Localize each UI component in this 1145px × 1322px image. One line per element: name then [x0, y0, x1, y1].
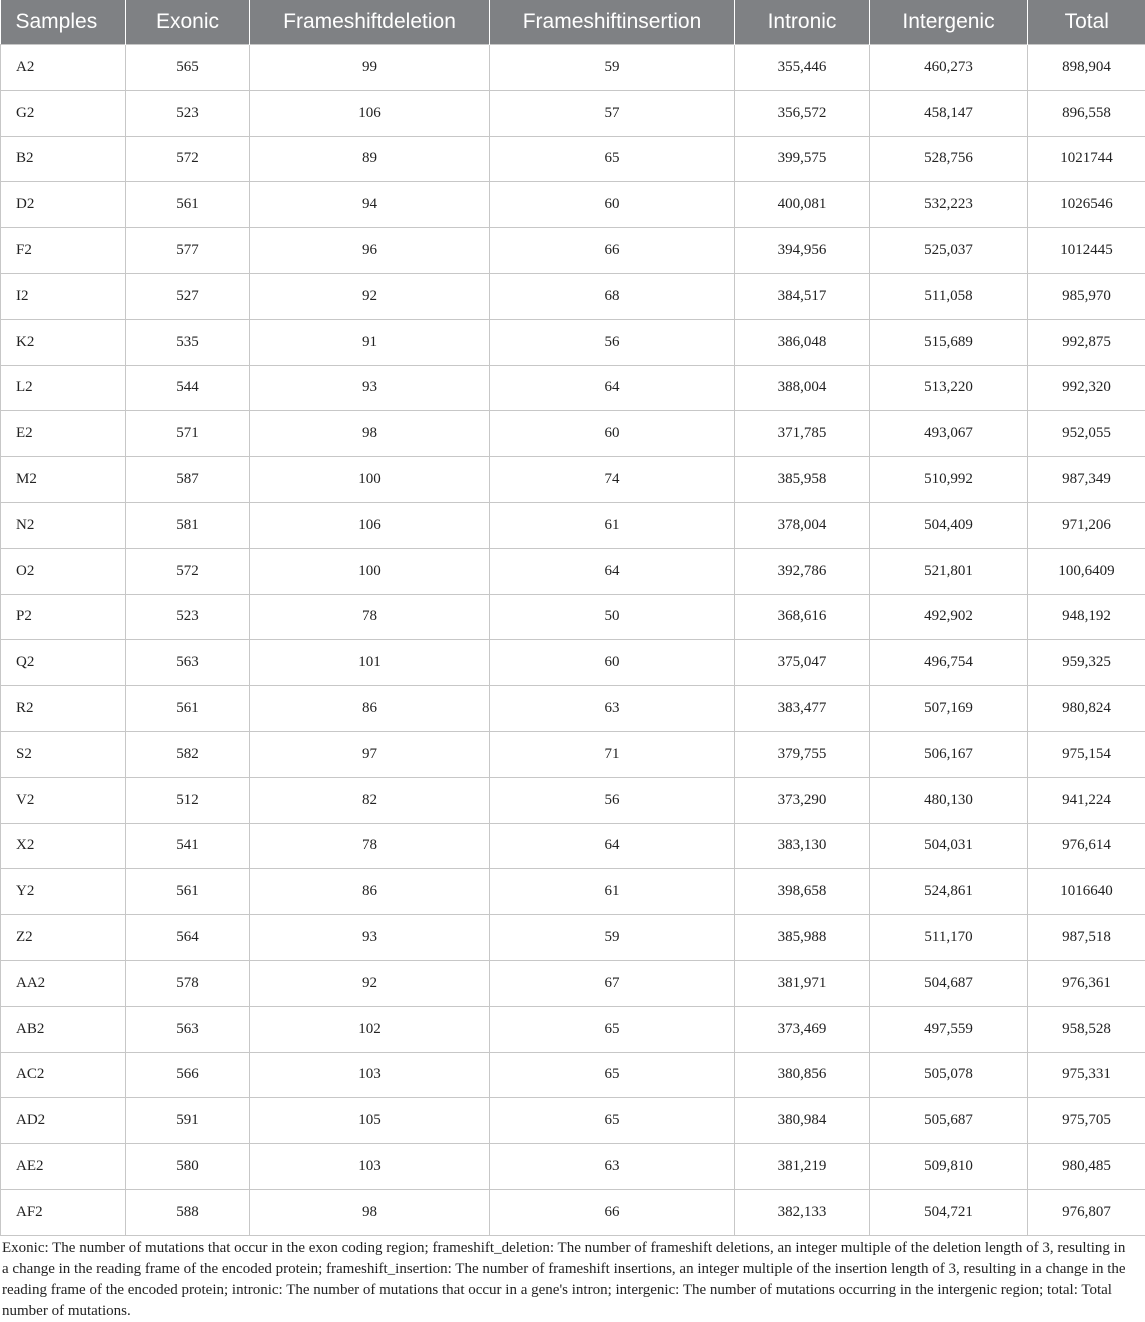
cell-samples: E2	[1, 411, 126, 457]
column-header-exonic: Exonic	[126, 0, 250, 45]
cell-samples: Q2	[1, 640, 126, 686]
cell-total: 975,331	[1028, 1052, 1145, 1098]
cell-intergenic: 524,861	[870, 869, 1028, 915]
cell-intronic: 384,517	[735, 273, 870, 319]
cell-samples: K2	[1, 319, 126, 365]
cell-frameshift-deletion: 103	[250, 1052, 490, 1098]
cell-total: 958,528	[1028, 1006, 1145, 1052]
cell-intergenic: 460,273	[870, 45, 1028, 91]
cell-exonic: 527	[126, 273, 250, 319]
cell-total: 992,875	[1028, 319, 1145, 365]
cell-exonic: 535	[126, 319, 250, 365]
cell-frameshift-deletion: 78	[250, 594, 490, 640]
cell-exonic: 572	[126, 548, 250, 594]
cell-intronic: 371,785	[735, 411, 870, 457]
table-row	[1, 411, 1145, 457]
column-header-frameshift-insertion: Frameshiftinsertion	[490, 0, 735, 45]
cell-frameshift-insertion: 59	[490, 45, 735, 91]
cell-samples: G2	[1, 90, 126, 136]
cell-samples: S2	[1, 731, 126, 777]
cell-intronic: 398,658	[735, 869, 870, 915]
cell-samples: X2	[1, 823, 126, 869]
cell-exonic: 563	[126, 1006, 250, 1052]
cell-exonic: 561	[126, 686, 250, 732]
table-row	[1, 548, 1145, 594]
table-row	[1, 1006, 1145, 1052]
cell-frameshift-insertion: 65	[490, 136, 735, 182]
cell-frameshift-deletion: 100	[250, 548, 490, 594]
cell-frameshift-insertion: 64	[490, 365, 735, 411]
cell-intronic: 394,956	[735, 228, 870, 274]
cell-total: 976,614	[1028, 823, 1145, 869]
cell-frameshift-insertion: 61	[490, 869, 735, 915]
cell-samples: AD2	[1, 1098, 126, 1144]
table-row	[1, 594, 1145, 640]
cell-frameshift-deletion: 92	[250, 960, 490, 1006]
cell-intergenic: 496,754	[870, 640, 1028, 686]
cell-intergenic: 504,031	[870, 823, 1028, 869]
cell-intronic: 375,047	[735, 640, 870, 686]
cell-exonic: 566	[126, 1052, 250, 1098]
table-row	[1, 731, 1145, 777]
cell-intergenic: 511,058	[870, 273, 1028, 319]
column-header-total: Total	[1028, 0, 1145, 45]
cell-samples: O2	[1, 548, 126, 594]
table-row	[1, 686, 1145, 732]
cell-samples: D2	[1, 182, 126, 228]
cell-frameshift-insertion: 57	[490, 90, 735, 136]
cell-intronic: 355,446	[735, 45, 870, 91]
cell-exonic: 561	[126, 182, 250, 228]
cell-frameshift-insertion: 60	[490, 182, 735, 228]
cell-samples: R2	[1, 686, 126, 732]
cell-frameshift-deletion: 99	[250, 45, 490, 91]
cell-exonic: 582	[126, 731, 250, 777]
cell-intergenic: 505,078	[870, 1052, 1028, 1098]
cell-intronic: 399,575	[735, 136, 870, 182]
cell-total: 980,485	[1028, 1144, 1145, 1190]
cell-intronic: 383,477	[735, 686, 870, 732]
cell-frameshift-deletion: 103	[250, 1144, 490, 1190]
cell-frameshift-deletion: 78	[250, 823, 490, 869]
cell-intronic: 383,130	[735, 823, 870, 869]
cell-exonic: 577	[126, 228, 250, 274]
cell-intronic: 385,988	[735, 915, 870, 961]
cell-samples: AE2	[1, 1144, 126, 1190]
cell-frameshift-insertion: 60	[490, 640, 735, 686]
cell-intronic: 378,004	[735, 502, 870, 548]
cell-frameshift-insertion: 65	[490, 1052, 735, 1098]
cell-frameshift-deletion: 82	[250, 777, 490, 823]
cell-samples: F2	[1, 228, 126, 274]
cell-frameshift-insertion: 71	[490, 731, 735, 777]
cell-frameshift-deletion: 93	[250, 365, 490, 411]
cell-intergenic: 506,167	[870, 731, 1028, 777]
cell-frameshift-insertion: 66	[490, 228, 735, 274]
cell-exonic: 587	[126, 457, 250, 503]
cell-intergenic: 504,687	[870, 960, 1028, 1006]
table-row	[1, 869, 1145, 915]
header-row	[1, 0, 1145, 45]
cell-intergenic: 528,756	[870, 136, 1028, 182]
cell-frameshift-insertion: 66	[490, 1189, 735, 1235]
cell-samples: M2	[1, 457, 126, 503]
table-row	[1, 45, 1145, 91]
cell-intronic: 392,786	[735, 548, 870, 594]
cell-frameshift-deletion: 98	[250, 411, 490, 457]
cell-exonic: 564	[126, 915, 250, 961]
cell-samples: Y2	[1, 869, 126, 915]
table-row	[1, 319, 1145, 365]
cell-intronic: 386,048	[735, 319, 870, 365]
table-row	[1, 457, 1145, 503]
cell-intronic: 373,290	[735, 777, 870, 823]
cell-total: 1016640	[1028, 869, 1145, 915]
cell-frameshift-insertion: 59	[490, 915, 735, 961]
column-header-intronic: Intronic	[735, 0, 870, 45]
table-row	[1, 502, 1145, 548]
table-row	[1, 90, 1145, 136]
column-header-samples: Samples	[1, 0, 126, 45]
cell-total: 1026546	[1028, 182, 1145, 228]
cell-exonic: 581	[126, 502, 250, 548]
cell-exonic: 588	[126, 1189, 250, 1235]
table-row	[1, 136, 1145, 182]
cell-frameshift-insertion: 63	[490, 1144, 735, 1190]
cell-exonic: 563	[126, 640, 250, 686]
cell-intergenic: 521,801	[870, 548, 1028, 594]
cell-intronic: 380,984	[735, 1098, 870, 1144]
cell-exonic: 580	[126, 1144, 250, 1190]
cell-frameshift-deletion: 100	[250, 457, 490, 503]
cell-frameshift-deletion: 98	[250, 1189, 490, 1235]
cell-frameshift-insertion: 64	[490, 823, 735, 869]
cell-intergenic: 492,902	[870, 594, 1028, 640]
table-row	[1, 777, 1145, 823]
cell-intergenic: 507,169	[870, 686, 1028, 732]
cell-intergenic: 515,689	[870, 319, 1028, 365]
cell-total: 975,154	[1028, 731, 1145, 777]
table-row	[1, 228, 1145, 274]
cell-intergenic: 458,147	[870, 90, 1028, 136]
cell-total: 976,361	[1028, 960, 1145, 1006]
cell-total: 975,705	[1028, 1098, 1145, 1144]
cell-intronic: 373,469	[735, 1006, 870, 1052]
cell-total: 898,904	[1028, 45, 1145, 91]
cell-intergenic: 493,067	[870, 411, 1028, 457]
cell-total: 1021744	[1028, 136, 1145, 182]
cell-frameshift-deletion: 86	[250, 686, 490, 732]
cell-frameshift-insertion: 60	[490, 411, 735, 457]
cell-samples: L2	[1, 365, 126, 411]
cell-total: 987,518	[1028, 915, 1145, 961]
table-body	[1, 45, 1145, 1236]
cell-frameshift-deletion: 105	[250, 1098, 490, 1144]
table-footnote: Exonic: The number of mutations that occur in the exon coding region; frameshift_deletion: The number of frameshift deletions, an integer multiple of the deletion length of 3, resulting in a change in the reading frame of the encoded protein; frameshift_insertion: The number of frameshift insertions, an integer multiple of the insertion length of 3, resulting in a change in the reading frame of the encoded protein; intronic: The number of mutations that occur in a gene's intron; intergenic: The number of mutations occurring in the intergenic region; total: Total number of mutations.	[2, 1238, 1132, 1322]
cell-intronic: 382,133	[735, 1189, 870, 1235]
cell-exonic: 561	[126, 869, 250, 915]
cell-total: 980,824	[1028, 686, 1145, 732]
cell-exonic: 565	[126, 45, 250, 91]
cell-samples: A2	[1, 45, 126, 91]
cell-frameshift-deletion: 106	[250, 502, 490, 548]
cell-frameshift-deletion: 101	[250, 640, 490, 686]
cell-intronic: 379,755	[735, 731, 870, 777]
cell-frameshift-deletion: 93	[250, 915, 490, 961]
table-row	[1, 1189, 1145, 1235]
cell-frameshift-insertion: 68	[490, 273, 735, 319]
cell-samples: AF2	[1, 1189, 126, 1235]
cell-frameshift-deletion: 86	[250, 869, 490, 915]
table-row	[1, 960, 1145, 1006]
cell-frameshift-insertion: 64	[490, 548, 735, 594]
cell-exonic: 544	[126, 365, 250, 411]
cell-total: 100,6409	[1028, 548, 1145, 594]
cell-samples: AB2	[1, 1006, 126, 1052]
cell-exonic: 578	[126, 960, 250, 1006]
table-row	[1, 1052, 1145, 1098]
cell-frameshift-insertion: 50	[490, 594, 735, 640]
table-row	[1, 823, 1145, 869]
column-header-frameshift-deletion: Frameshiftdeletion	[250, 0, 490, 45]
cell-frameshift-deletion: 102	[250, 1006, 490, 1052]
cell-frameshift-insertion: 56	[490, 319, 735, 365]
cell-samples: Z2	[1, 915, 126, 961]
cell-total: 896,558	[1028, 90, 1145, 136]
cell-intergenic: 497,559	[870, 1006, 1028, 1052]
cell-intronic: 380,856	[735, 1052, 870, 1098]
table-row	[1, 273, 1145, 319]
cell-frameshift-insertion: 65	[490, 1006, 735, 1052]
table-row	[1, 1144, 1145, 1190]
cell-frameshift-insertion: 74	[490, 457, 735, 503]
cell-total: 987,349	[1028, 457, 1145, 503]
cell-frameshift-deletion: 97	[250, 731, 490, 777]
cell-exonic: 572	[126, 136, 250, 182]
cell-frameshift-insertion: 61	[490, 502, 735, 548]
cell-intronic: 385,958	[735, 457, 870, 503]
cell-total: 992,320	[1028, 365, 1145, 411]
cell-exonic: 512	[126, 777, 250, 823]
table-row	[1, 365, 1145, 411]
cell-samples: V2	[1, 777, 126, 823]
cell-intronic: 388,004	[735, 365, 870, 411]
cell-frameshift-deletion: 106	[250, 90, 490, 136]
cell-samples: AA2	[1, 960, 126, 1006]
cell-frameshift-deletion: 89	[250, 136, 490, 182]
cell-frameshift-insertion: 63	[490, 686, 735, 732]
cell-intergenic: 510,992	[870, 457, 1028, 503]
cell-total: 952,055	[1028, 411, 1145, 457]
cell-frameshift-deletion: 94	[250, 182, 490, 228]
cell-total: 948,192	[1028, 594, 1145, 640]
cell-samples: I2	[1, 273, 126, 319]
cell-exonic: 523	[126, 90, 250, 136]
cell-total: 971,206	[1028, 502, 1145, 548]
cell-intronic: 381,219	[735, 1144, 870, 1190]
cell-exonic: 591	[126, 1098, 250, 1144]
cell-frameshift-insertion: 56	[490, 777, 735, 823]
cell-exonic: 571	[126, 411, 250, 457]
cell-intergenic: 532,223	[870, 182, 1028, 228]
cell-samples: AC2	[1, 1052, 126, 1098]
cell-total: 1012445	[1028, 228, 1145, 274]
cell-total: 959,325	[1028, 640, 1145, 686]
table-row	[1, 915, 1145, 961]
table-row	[1, 640, 1145, 686]
table-row	[1, 1098, 1145, 1144]
cell-total: 985,970	[1028, 273, 1145, 319]
cell-intronic: 381,971	[735, 960, 870, 1006]
table-header	[1, 0, 1145, 45]
cell-frameshift-insertion: 67	[490, 960, 735, 1006]
cell-samples: N2	[1, 502, 126, 548]
cell-intergenic: 511,170	[870, 915, 1028, 961]
cell-intergenic: 504,409	[870, 502, 1028, 548]
cell-intergenic: 505,687	[870, 1098, 1028, 1144]
cell-samples: P2	[1, 594, 126, 640]
cell-intergenic: 525,037	[870, 228, 1028, 274]
cell-intergenic: 513,220	[870, 365, 1028, 411]
cell-exonic: 541	[126, 823, 250, 869]
cell-frameshift-deletion: 91	[250, 319, 490, 365]
cell-intergenic: 504,721	[870, 1189, 1028, 1235]
cell-total: 941,224	[1028, 777, 1145, 823]
cell-frameshift-insertion: 65	[490, 1098, 735, 1144]
cell-frameshift-deletion: 92	[250, 273, 490, 319]
cell-samples: B2	[1, 136, 126, 182]
column-header-intergenic: Intergenic	[870, 0, 1028, 45]
cell-frameshift-deletion: 96	[250, 228, 490, 274]
cell-intergenic: 480,130	[870, 777, 1028, 823]
cell-exonic: 523	[126, 594, 250, 640]
cell-intronic: 368,616	[735, 594, 870, 640]
cell-total: 976,807	[1028, 1189, 1145, 1235]
cell-intronic: 356,572	[735, 90, 870, 136]
cell-intronic: 400,081	[735, 182, 870, 228]
table-row	[1, 182, 1145, 228]
cell-intergenic: 509,810	[870, 1144, 1028, 1190]
